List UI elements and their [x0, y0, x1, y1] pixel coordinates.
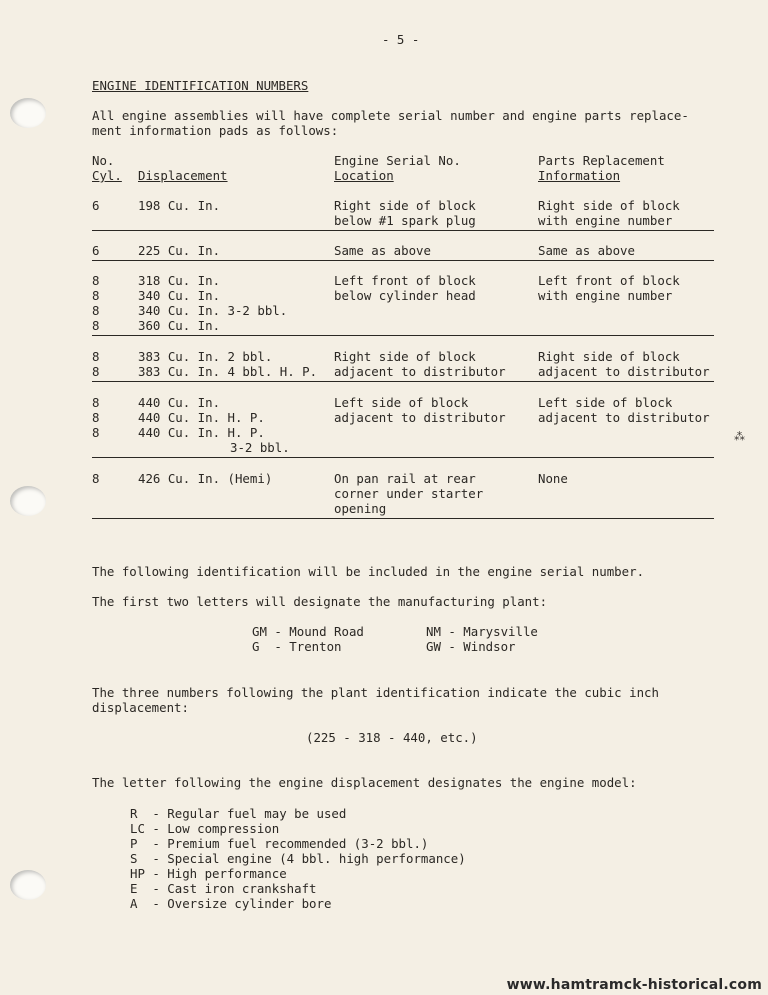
model-code: HP - High performance	[130, 866, 287, 881]
intro-line-2: ment information pads as follows:	[92, 123, 339, 138]
model-intro: The letter following the engine displacement designates the engine model:	[92, 775, 637, 790]
model-code: LC - Low compression	[130, 821, 280, 836]
table-rule	[92, 518, 714, 519]
table-cell-location: Left side of block	[334, 395, 469, 410]
page-number: - 5 -	[382, 32, 420, 47]
table-cell-cyl: 8	[92, 303, 100, 318]
table-cell-location: adjacent to distributor	[334, 410, 506, 425]
header-location: Location	[334, 168, 394, 183]
table-cell-parts: None	[538, 471, 568, 486]
table-cell-parts: adjacent to distributor	[538, 410, 710, 425]
plant-intro: The first two letters will designate the manufacturing plant:	[92, 594, 548, 609]
plant-code: GM - Mound Road	[252, 624, 364, 639]
table-rule	[92, 230, 714, 231]
table-rule	[92, 335, 714, 336]
table-cell-displacement: 318 Cu. In.	[138, 273, 221, 288]
table-cell-displacement: 426 Cu. In. (Hemi)	[138, 471, 273, 486]
table-cell-displacement: 360 Cu. In.	[138, 318, 221, 333]
header-serial: Engine Serial No.	[334, 153, 461, 168]
table-cell-cyl: 8	[92, 471, 100, 486]
header-information: Information	[538, 168, 621, 183]
table-cell-displacement: 340 Cu. In.	[138, 288, 221, 303]
table-cell-displacement: 383 Cu. In. 4 bbl. H. P.	[138, 364, 318, 379]
table-cell-cyl: 6	[92, 198, 100, 213]
table-cell-parts: with engine number	[538, 213, 673, 228]
model-code: R - Regular fuel may be used	[130, 806, 347, 821]
binder-hole-top	[10, 98, 46, 128]
table-cell-displacement: 3-2 bbl.	[230, 440, 290, 455]
table-cell-location: corner under starter	[334, 486, 484, 501]
model-code: A - Oversize cylinder bore	[130, 896, 332, 911]
table-cell-cyl: 8	[92, 425, 100, 440]
table-cell-displacement: 440 Cu. In.	[138, 395, 221, 410]
table-cell-displacement: 440 Cu. In. H. P.	[138, 410, 265, 425]
table-cell-parts: Left side of block	[538, 395, 673, 410]
table-cell-location: adjacent to distributor	[334, 364, 506, 379]
website-watermark: www.hamtramck-historical.com	[506, 977, 762, 993]
table-cell-location: below cylinder head	[334, 288, 476, 303]
table-rule	[92, 381, 714, 382]
header-cyl: Cyl.	[92, 168, 122, 183]
table-cell-parts: adjacent to distributor	[538, 364, 710, 379]
table-cell-parts: Right side of block	[538, 198, 680, 213]
plant-code: GW - Windsor	[426, 639, 516, 654]
table-cell-displacement: 383 Cu. In. 2 bbl.	[138, 349, 273, 364]
serial-intro: The following identification will be included in the engine serial number.	[92, 564, 645, 579]
plant-code: G - Trenton	[252, 639, 342, 654]
table-cell-cyl: 8	[92, 273, 100, 288]
numbers-example: (225 - 318 - 440, etc.)	[306, 730, 478, 745]
intro-line-1: All engine assemblies will have complete serial number and engine parts replace-	[92, 108, 689, 123]
table-cell-displacement: 340 Cu. In. 3-2 bbl.	[138, 303, 288, 318]
table-cell-cyl: 8	[92, 410, 100, 425]
table-rule	[92, 260, 714, 261]
table-cell-location: Left front of block	[334, 273, 476, 288]
table-cell-location: Right side of block	[334, 198, 476, 213]
section-title: ENGINE IDENTIFICATION NUMBERS	[92, 78, 309, 93]
table-cell-location: below #1 spark plug	[334, 213, 476, 228]
header-parts: Parts Replacement	[538, 153, 665, 168]
table-cell-displacement: 198 Cu. In.	[138, 198, 221, 213]
model-code: P - Premium fuel recommended (3-2 bbl.)	[130, 836, 429, 851]
table-cell-location: On pan rail at rear	[334, 471, 476, 486]
table-cell-cyl: 8	[92, 395, 100, 410]
numbers-intro-line-1: The three numbers following the plant identification indicate the cubic inch	[92, 685, 659, 700]
stray-mark-icon: ⁂	[734, 430, 745, 443]
table-rule	[92, 457, 714, 458]
header-no: No.	[92, 153, 115, 168]
numbers-intro-line-2: displacement:	[92, 700, 189, 715]
table-cell-displacement: 225 Cu. In.	[138, 243, 221, 258]
table-cell-displacement: 440 Cu. In. H. P.	[138, 425, 265, 440]
model-code: S - Special engine (4 bbl. high performance)	[130, 851, 466, 866]
header-displacement: Displacement	[138, 168, 228, 183]
table-cell-location: opening	[334, 501, 387, 516]
table-cell-location: Right side of block	[334, 349, 476, 364]
table-cell-cyl: 8	[92, 318, 100, 333]
table-cell-parts: Left front of block	[538, 273, 680, 288]
table-cell-parts: Right side of block	[538, 349, 680, 364]
table-cell-cyl: 8	[92, 364, 100, 379]
table-cell-parts: with engine number	[538, 288, 673, 303]
table-cell-location: Same as above	[334, 243, 431, 258]
table-cell-parts: Same as above	[538, 243, 635, 258]
table-cell-cyl: 8	[92, 349, 100, 364]
table-cell-cyl: 8	[92, 288, 100, 303]
table-cell-cyl: 6	[92, 243, 100, 258]
binder-hole-middle	[10, 486, 46, 516]
plant-code: NM - Marysville	[426, 624, 538, 639]
model-code: E - Cast iron crankshaft	[130, 881, 317, 896]
binder-hole-bottom	[10, 870, 46, 900]
